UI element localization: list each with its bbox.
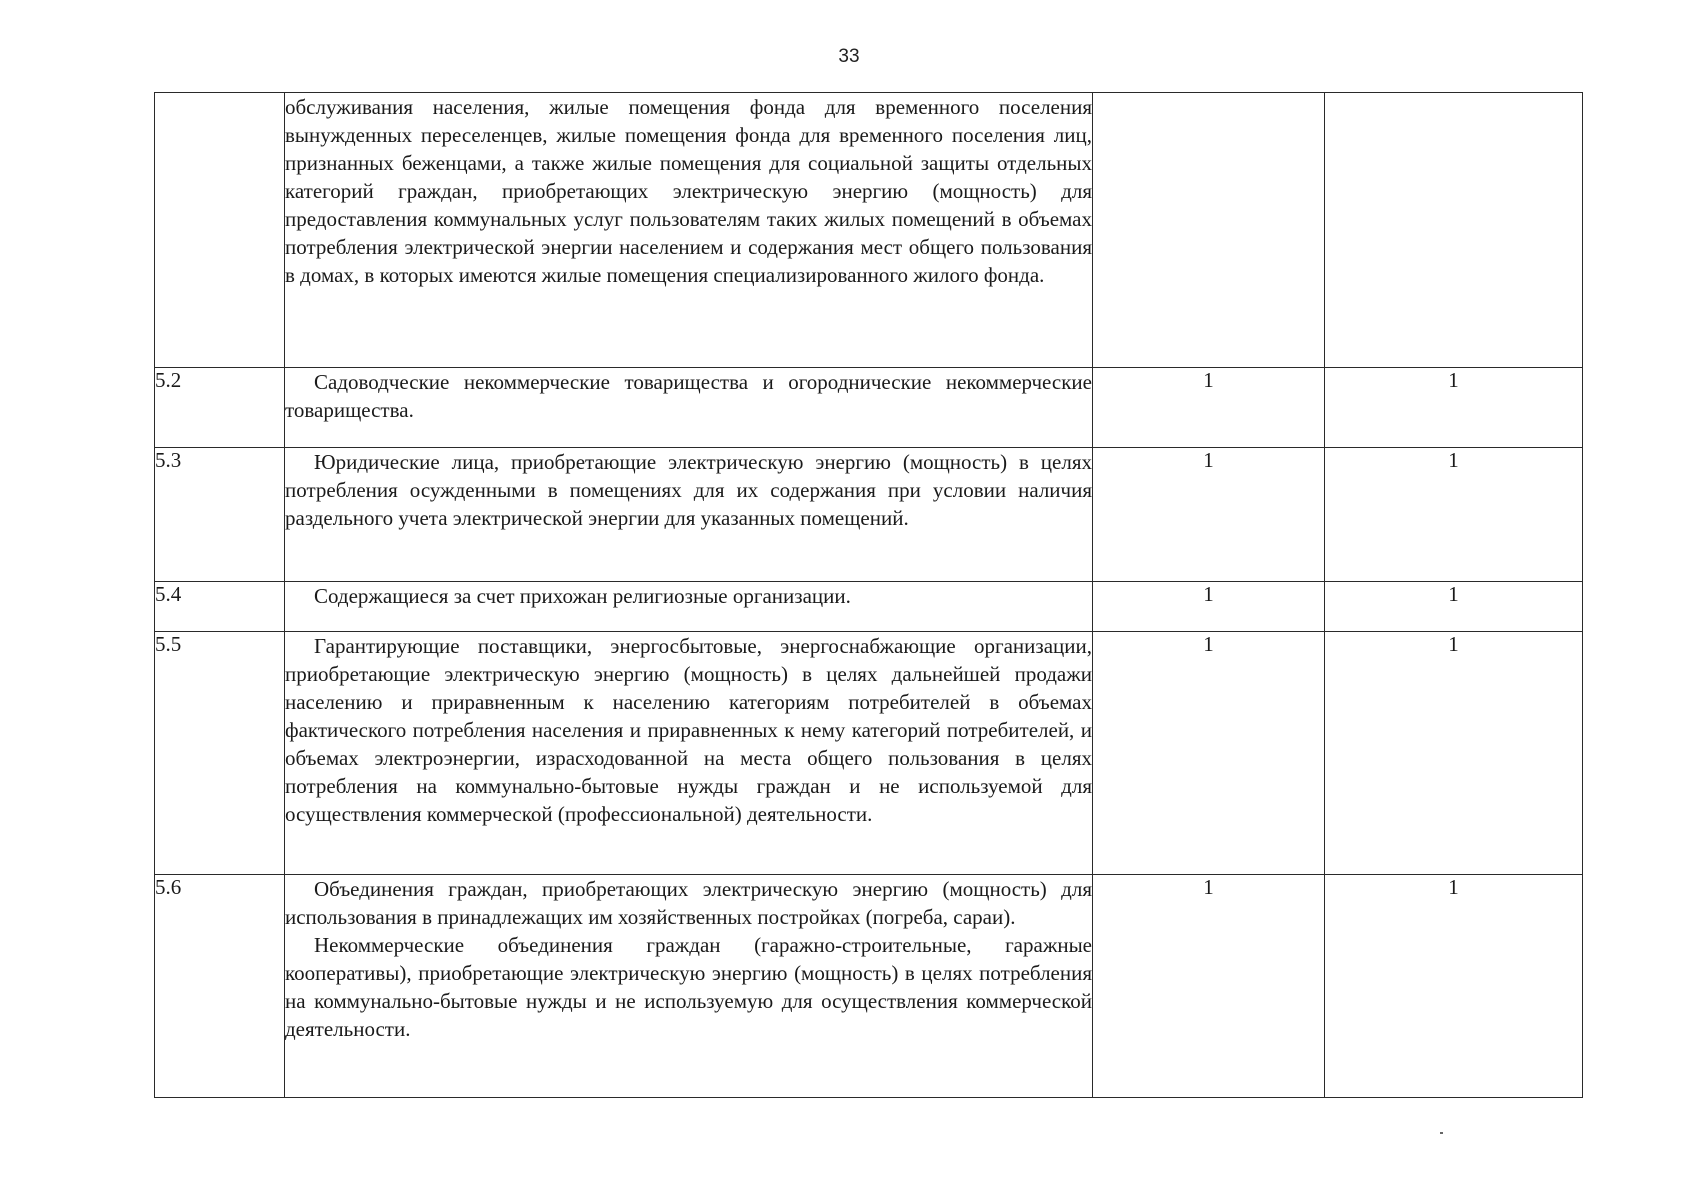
row-description [285, 93, 1093, 368]
description-paragraph: Объединения граждан, приобретающих электрическую энергию (мощность) для использования в принадлежащих им хозяйственных постройках (погреба, сараи). [285, 877, 1092, 929]
row-value-col4: 1 [1325, 875, 1583, 1098]
row-number: 5.2 [155, 368, 285, 448]
row-value-col3: 1 [1093, 448, 1325, 582]
row-value-col3: 1 [1093, 875, 1325, 1098]
table-row [155, 368, 1583, 448]
row-value-col4: 1 [1325, 632, 1583, 875]
row-value-col3 [1093, 93, 1325, 368]
description-paragraph: Садоводческие некоммерческие товарищества и огороднические некоммерческие товарищества. [285, 370, 1092, 422]
description-paragraph: Юридические лица, приобретающие электрическую энергию (мощность) в целях потребления осужденными в помещениях для их содержания при условии наличия раздельного учета электрической энергии для указанных помещений. [285, 450, 1092, 530]
row-number: 5.4 [155, 582, 285, 632]
table-row [155, 93, 1583, 368]
table-row [155, 448, 1583, 582]
row-description [285, 875, 1093, 1098]
row-value-col4: 1 [1325, 368, 1583, 448]
row-description [285, 448, 1093, 582]
row-number: 5.5 [155, 632, 285, 875]
table-row [155, 632, 1583, 875]
row-value-col4: 1 [1325, 582, 1583, 632]
tariff-table [154, 92, 1583, 1098]
row-number: 5.3 [155, 448, 285, 582]
table-row [155, 582, 1583, 632]
row-number: 5.6 [155, 875, 285, 1098]
table-row [155, 875, 1583, 1098]
description-paragraph: Гарантирующие поставщики, энергосбытовые, энергоснабжающие организации, приобретающие электрическую энергию (мощность) в целях дальнейшей продажи населению и приравненным к населению категориям потребителей в объемах фактического потребления населения и приравненных к нему категорий потребителей, и объемах электроэнергии, израсходованной на места общего пользования в целях потребления на коммунально-бытовые нужды граждан и не используемой для осуществления коммерческой (профессиональной) деятельности. [285, 634, 1092, 826]
row-number [155, 93, 285, 368]
row-description [285, 632, 1093, 875]
row-value-col4 [1325, 93, 1583, 368]
page-number: 33 [838, 46, 860, 67]
description-paragraph: Содержащиеся за счет прихожан религиозные организации. [314, 584, 851, 608]
row-value-col3: 1 [1093, 368, 1325, 448]
scan-speck [1440, 1132, 1443, 1134]
description-paragraph: Некоммерческие объединения граждан (гаражно-строительные, гаражные кооперативы), приобретающие электрическую энергию (мощность) в целях потребления на коммунально-бытовые нужды и не используемую для осуществления коммерческой деятельности. [285, 933, 1092, 1041]
row-value-col3: 1 [1093, 632, 1325, 875]
description-paragraph: обслуживания населения, жилые помещения фонда для временного поселения вынужденных переселенцев, жилые помещения фонда для временного поселения лиц, признанных беженцами, а также жилые помещения для социальной защиты отдельных категорий граждан, приобретающих электрическую энергию (мощность) для предоставления коммунальных услуг пользователям таких жилых помещений в объемах потребления электрической энергии населением и содержания мест общего пользования в домах, в которых имеются жилые помещения специализированного жилого фонда. [285, 95, 1092, 287]
row-description [285, 582, 1093, 632]
row-description [285, 368, 1093, 448]
row-value-col4: 1 [1325, 448, 1583, 582]
row-value-col3: 1 [1093, 582, 1325, 632]
